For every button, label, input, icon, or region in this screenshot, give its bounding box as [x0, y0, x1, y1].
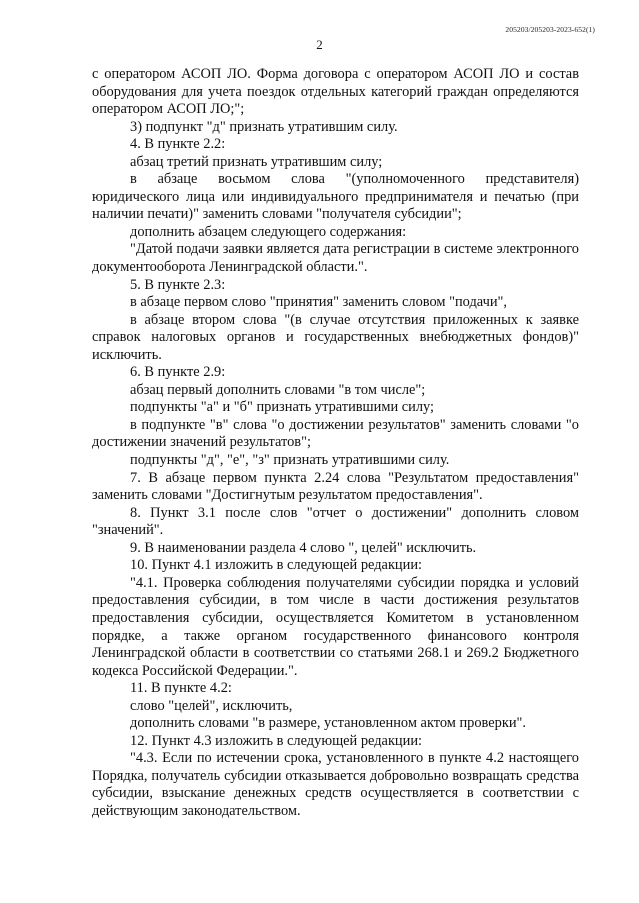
- paragraph: в подпункте "в" слова "о достижении результатов" заменить словами "о достижении значений результатов";: [92, 416, 579, 451]
- paragraph: дополнить абзацем следующего содержания:: [130, 223, 407, 240]
- paragraph: с оператором АСОП ЛО. Форма договора с оператором АСОП ЛО и состав оборудования для учета поездок отдельных категорий граждан определяются оператором АСОП ЛО;";: [92, 66, 579, 118]
- paragraph: 4. В пункте 2.2:: [130, 136, 226, 153]
- paragraph: 6. В пункте 2.9:: [130, 364, 226, 381]
- paragraph: 8. Пункт 3.1 после слов "отчет о достижении" дополнить словом "значений".: [92, 504, 579, 539]
- paragraph: 11. В пункте 4.2:: [130, 680, 232, 697]
- paragraph: "4.1. Проверка соблюдения получателями субсидии порядка и условий предоставления субсидии, в том числе в части достижения результатов предоставления субсидии, осуществляется Комитетом в установленном порядке, а также органом государственного финансового контроля Ленинградской области в соответствии со статьями 268.1 и 269.2 Бюджетного кодекса Российской Федерации.".: [92, 574, 579, 679]
- paragraph: "4.3. Если по истечении срока, установленного в пункте 4.2 настоящего Порядка, получатель субсидии отказывается добровольно возвращать средства субсидии, взыскание денежных средств осуществляется в соответствии с действующим законодательством.: [92, 750, 579, 819]
- paragraph: подпункты "а" и "б" признать утратившими силу;: [130, 399, 435, 416]
- paragraph: в абзаце первом слово "принятия" заменить словом "подачи",: [130, 294, 507, 311]
- paragraph: "Датой подачи заявки является дата регистрации в системе электронного документооборота Ленинградской области.".: [92, 241, 579, 276]
- paragraph: 9. В наименовании раздела 4 слово ", целей" исключить.: [130, 539, 477, 556]
- paragraph: 7. В абзаце первом пункта 2.24 слова "Результатом предоставления" заменить словами "Достигнутым результатом предоставления".: [92, 469, 579, 504]
- paragraph: абзац первый дополнить словами "в том числе";: [130, 381, 426, 398]
- paragraph: 5. В пункте 2.3:: [130, 276, 226, 293]
- paragraph: в абзаце восьмом слова "(уполномоченного представителя) юридического лица или индивидуального предпринимателя и печатью (при наличии печати)" заменить словами "получателя субсидии";: [92, 171, 579, 223]
- page-number: 2: [316, 37, 323, 52]
- paragraph: в абзаце втором слова "(в случае отсутствия приложенных к заявке справок налоговых органов и государственных внебюджетных фондов)" исключить.: [92, 311, 579, 363]
- document-id: 205203/205203-2023-652(1): [505, 25, 595, 34]
- paragraph: 10. Пункт 4.1 изложить в следующей редакции:: [130, 557, 423, 574]
- document-body: [92, 66, 579, 821]
- paragraph: слово "целей", исключить,: [130, 697, 293, 714]
- paragraph: дополнить словами "в размере, установленном актом проверки".: [130, 715, 527, 732]
- paragraph: 12. Пункт 4.3 изложить в следующей редакции:: [130, 732, 423, 749]
- paragraph: 3) подпункт "д" признать утратившим силу.: [130, 118, 398, 135]
- paragraph: абзац третий признать утратившим силу;: [130, 153, 383, 170]
- paragraph: подпункты "д", "е", "з" признать утратившими силу.: [130, 452, 450, 469]
